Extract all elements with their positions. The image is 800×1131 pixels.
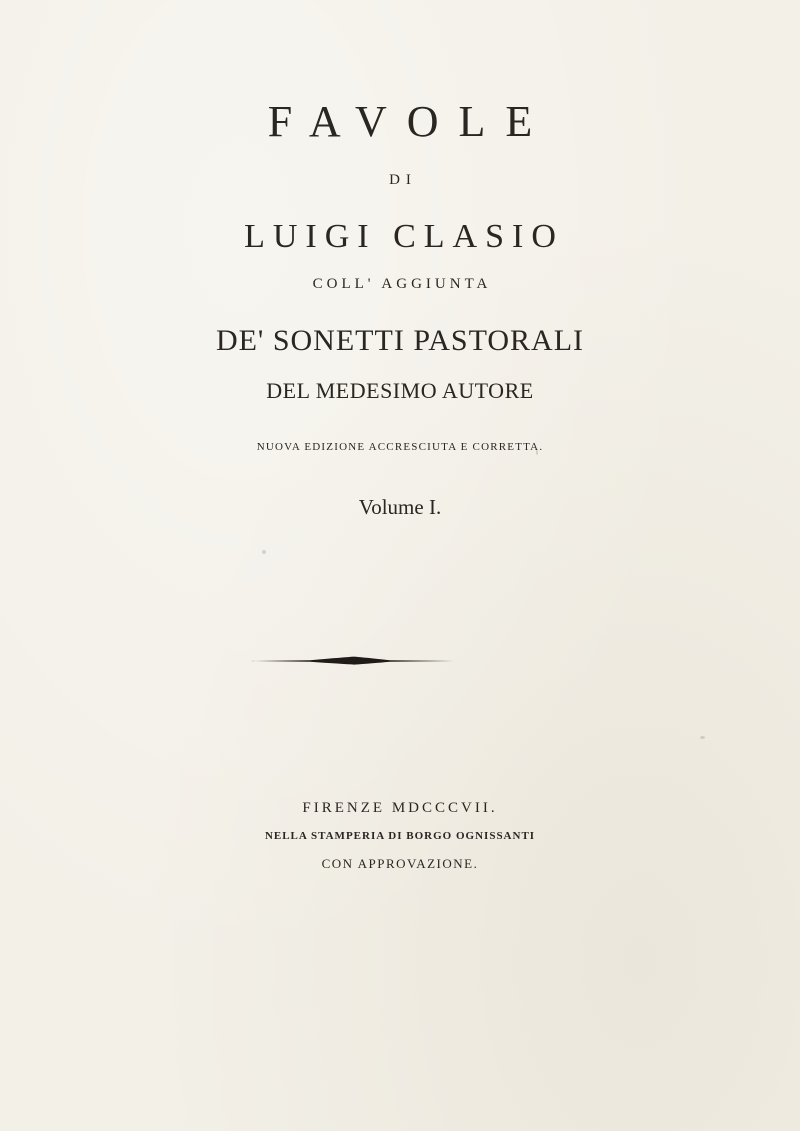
volume-number: Volume I.: [358, 495, 442, 519]
author-name: LUIGI CLASIO: [244, 218, 564, 255]
paper-speck: [536, 450, 538, 455]
sonetti-line: DE' SONETTI PASTORALI: [215, 324, 585, 357]
ornamental-rule-icon: [250, 654, 454, 668]
preposition-di: DI: [389, 172, 417, 188]
imprint-approval: CON APPROVAZIONE.: [321, 856, 479, 871]
book-title: FAVOLE: [267, 97, 553, 146]
edition-line: NUOVA EDIZIONE ACCRESCIUTA E CORRETTA.: [256, 441, 544, 453]
imprint-printer: NELLA STAMPERIA DI BORGO OGNISSANTI: [264, 830, 536, 842]
paper-speck: [262, 550, 266, 554]
imprint-city-year: FIRENZE MDCCCVII.: [302, 800, 498, 816]
medesimo-line: DEL MEDESIMO AUTORE: [266, 378, 534, 403]
paper-speck: [700, 736, 705, 739]
aggiunta-line: COLL' AGGIUNTA: [312, 276, 492, 292]
